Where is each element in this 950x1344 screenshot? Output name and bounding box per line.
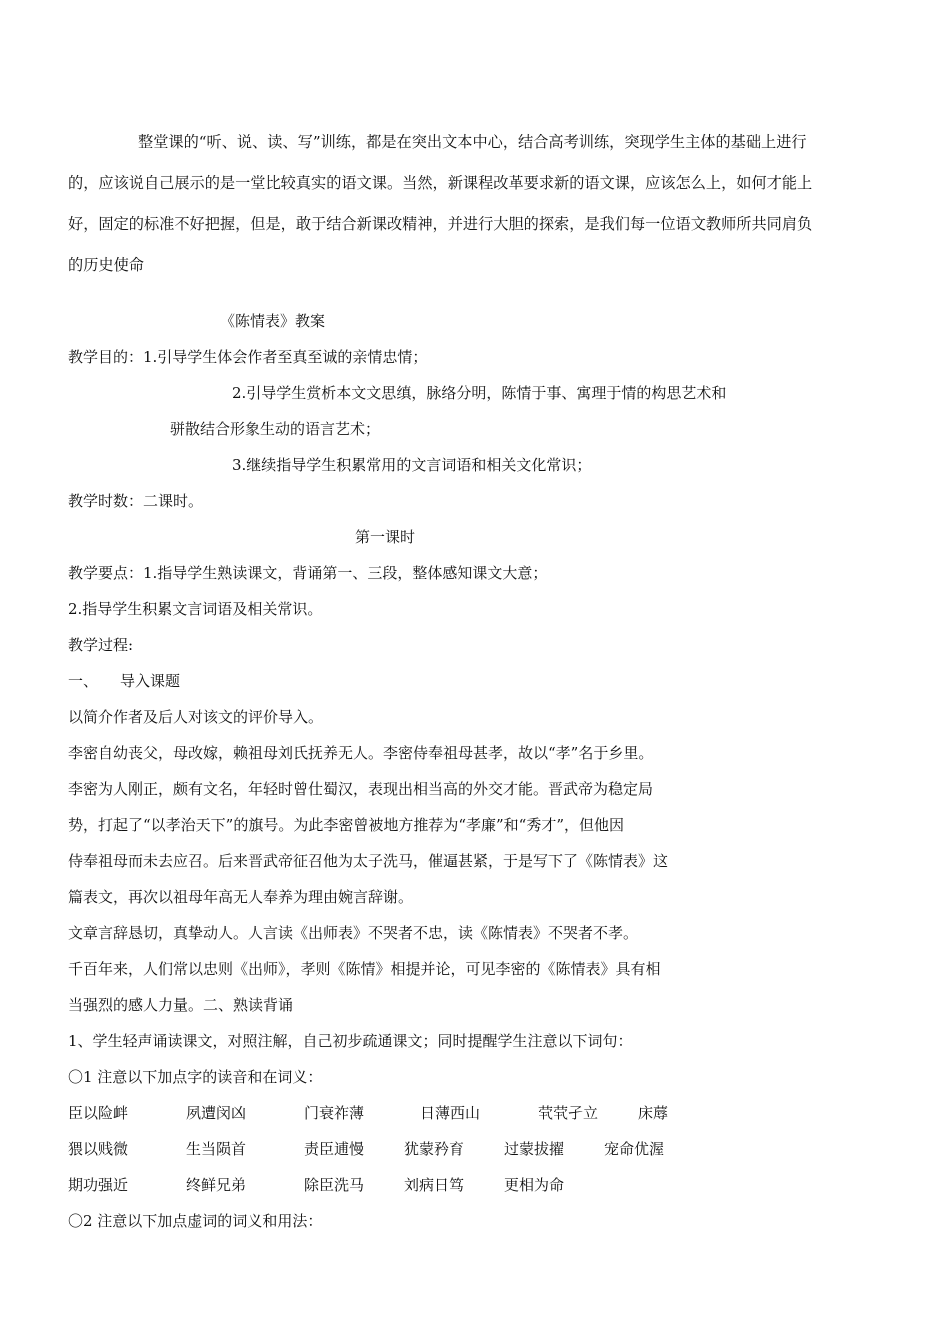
vocab-term: 过蒙拔擢 [504, 1140, 565, 1158]
vocab-term: 终鲜兄弟 [186, 1176, 247, 1194]
body-line: 李密为人刚正，颇有文名，年轻时曾仕蜀汉，表现出相当高的外交才能。晋武帝为稳定局 [68, 780, 654, 798]
objective-2-cont: 骈散结合形象生动的语言艺术； [170, 420, 381, 438]
vocab-term: 生当陨首 [186, 1140, 247, 1158]
intro-line: 的历史使命 [68, 256, 144, 274]
body-line: 〇1 注意以下加点字的读音和在词义： [68, 1068, 323, 1086]
vocab-term: 更相为命 [504, 1176, 565, 1194]
body-line: 〇2 注意以下加点虚词的词义和用法： [68, 1212, 323, 1230]
vocab-term: 日薄西山 [420, 1104, 481, 1122]
body-line: 篇表文，再次以祖母年高无人奉养为理由婉言辞谢。 [68, 888, 414, 906]
vocab-term: 猥以贱微 [68, 1140, 129, 1158]
vocab-term: 犹蒙矜育 [404, 1140, 465, 1158]
section-1-number: 一、 [68, 672, 99, 690]
vocab-term: 责臣逋慢 [304, 1140, 365, 1158]
body-line: 以简介作者及后人对该文的评价导入。 [68, 708, 324, 726]
period-heading: 第一课时 [355, 528, 416, 546]
vocab-term: 刘病日笃 [404, 1176, 465, 1194]
body-line: 文章言辞恳切，真挚动人。人言读《出师表》不哭者不忠，读《陈情表》不哭者不孝。 [68, 924, 639, 942]
intro-line: 整堂课的“听、说、读、写”训练，都是在突出文本中心，结合高考训练，突现学生主体的基础上进行 [138, 133, 807, 151]
body-line: 当强烈的感人力量。二、熟读背诵 [68, 996, 294, 1014]
key-points-1: 教学要点：1.指导学生熟读课文，背诵第一、三段，整体感知课文大意； [68, 564, 548, 582]
objective-2: 2.引导学生赏析本文文思缜，脉络分明，陈情于事、寓理于情的构思艺术和 [232, 384, 727, 402]
lesson-title: 《陈情表》教案 [220, 312, 326, 330]
body-line: 势，打起了“以孝治天下”的旗号。为此李密曾被地方推荐为“孝廉”和“秀才”，但他因 [68, 816, 625, 834]
vocab-term: 除臣洗马 [304, 1176, 365, 1194]
intro-line: 的，应该说自己展示的是一堂比较真实的语文课。当然，新课程改革要求新的语文课，应该怎么上，如何才能上 [68, 174, 813, 192]
vocab-term: 门衰祚薄 [304, 1104, 365, 1122]
objective-1: 教学目的：1.引导学生体会作者至真至诚的亲情忠情； [68, 348, 428, 366]
body-line: 千百年来，人们常以忠则《出师》，孝则《陈情》相提并论，可见李密的《陈情表》具有相 [68, 960, 661, 978]
vocab-term: 期功强近 [68, 1176, 129, 1194]
body-line: 1、学生轻声诵读课文，对照注解，自己初步疏通课文；同时提醒学生注意以下词句： [68, 1032, 633, 1050]
vocab-term: 宠命优渥 [604, 1140, 665, 1158]
teaching-hours: 教学时数：二课时。 [68, 492, 204, 510]
vocab-term: 臣以险衅 [68, 1104, 129, 1122]
key-points-2: 2.指导学生积累文言词语及相关常识。 [68, 600, 323, 618]
body-line: 李密自幼丧父，母改嫁，赖祖母刘氏抚养无人。李密侍奉祖母甚孝，故以“孝”名于乡里。 [68, 744, 654, 762]
vocab-term: 茕茕孑立 [538, 1104, 599, 1122]
vocab-term: 夙遭闵凶 [186, 1104, 247, 1122]
intro-line: 好，固定的标准不好把握，但是，敢于结合新课改精神，并进行大胆的探索，是我们每一位语文教师所共同肩负 [68, 215, 813, 233]
objective-3: 3.继续指导学生积累常用的文言词语和相关文化常识； [232, 456, 592, 474]
intro-paragraph [68, 122, 906, 286]
vocab-term: 床蓐 [638, 1104, 669, 1122]
body-line: 侍奉祖母而未去应召。后来晋武帝征召他为太子洗马，催逼甚紧，于是写下了《陈情表》这 [68, 852, 669, 870]
section-1-title: 导入课题 [120, 672, 181, 690]
process-label: 教学过程: [68, 636, 134, 654]
